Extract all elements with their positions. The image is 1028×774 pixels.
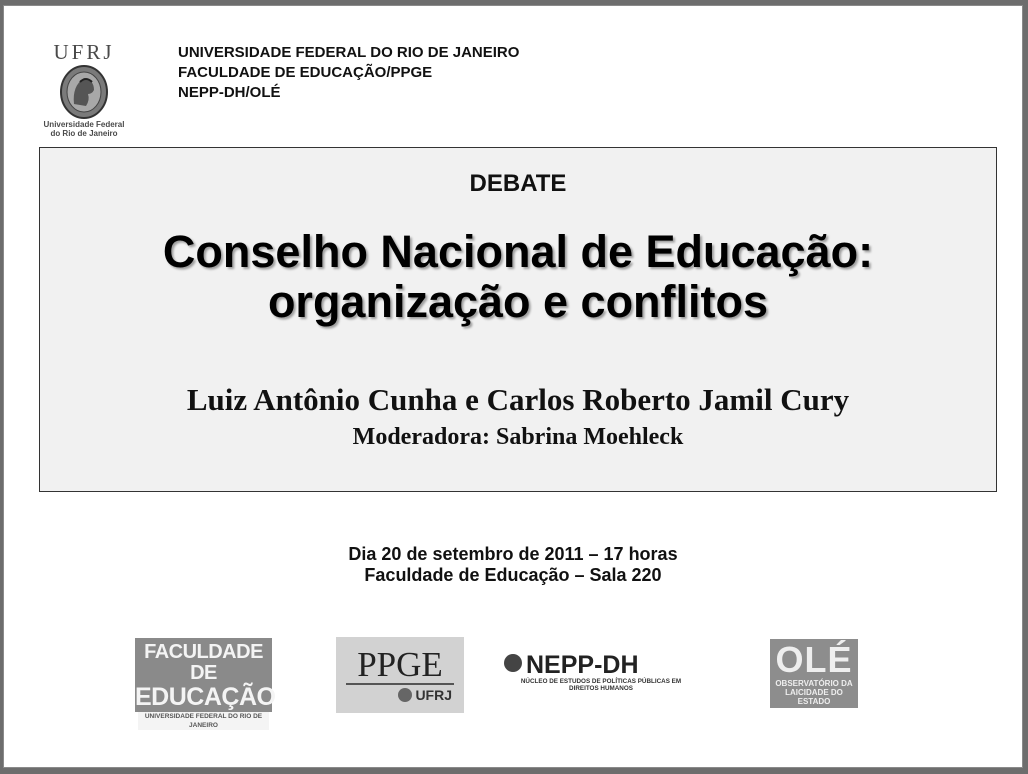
ole-logo [770, 639, 858, 708]
event-title-line1: Conselho Nacional de Educação: [162, 226, 874, 277]
ole-logo-sub-line2: LAICIDADE DO ESTADO [785, 688, 843, 706]
institution-faculty: FACULDADE DE EDUCAÇÃO/PPGE [178, 64, 433, 81]
ufrj-seal-icon [58, 64, 110, 120]
institution-block [178, 43, 519, 103]
nepp-logo-sub-line1: NÚCLEO DE ESTUDOS DE POLÍTICAS PÚBLICAS EM [520, 678, 682, 685]
ufrj-logo [32, 42, 136, 148]
nepp-logo-name: NEPP-DH [526, 651, 639, 679]
ppge-logo-name: PPGE [346, 647, 454, 685]
event-speakers: Luiz Antônio Cunha e Carlos Roberto Jamil Cury [186, 382, 850, 417]
institution-nucleus: NEPP-DH/OLÉ [178, 84, 281, 101]
ufrj-caption-line2: do Rio de Janeiro [50, 129, 118, 138]
event-panel [39, 147, 997, 492]
event-moderator: Moderadora: Sabrina Moehleck [352, 424, 684, 450]
event-title-line2: organização e conflitos [267, 276, 769, 327]
ppge-logo-sub [336, 685, 452, 705]
institution-university: UNIVERSIDADE FEDERAL DO RIO DE JANEIRO [178, 44, 520, 61]
nepp-emblem-icon [504, 654, 522, 672]
nepp-dh-logo [504, 652, 704, 696]
event-schedule [4, 544, 1022, 586]
faculdade-educacao-logo [135, 638, 276, 729]
event-date-time: Dia 20 de setembro de 2011 – 17 horas [348, 544, 678, 564]
ole-logo-name: OLÉ [775, 639, 853, 680]
ole-logo-sub-line1: OBSERVATÓRIO DA [775, 679, 853, 688]
flyer-page [3, 5, 1023, 768]
nepp-logo-name-row [504, 652, 704, 678]
fe-logo-line1: FACULDADE DE [144, 641, 263, 684]
event-location: Faculdade de Educação – Sala 220 [364, 565, 662, 585]
event-title [40, 227, 996, 327]
ufrj-wordmark: UFRJ [53, 40, 115, 64]
ppge-logo [336, 637, 464, 713]
event-type: DEBATE [469, 170, 567, 197]
ufrj-caption-line1: Universidade Federal [43, 120, 125, 129]
ufrj-mini-seal-icon [398, 688, 412, 702]
ppge-logo-sub-text: UFRJ [415, 687, 452, 703]
fe-logo-line3: UNIVERSIDADE FEDERAL DO RIO DE JANEIRO [138, 712, 269, 730]
fe-logo-line2: EDUCAÇÃO [135, 683, 276, 711]
nepp-logo-sub-line2: DIREITOS HUMANOS [569, 685, 633, 692]
